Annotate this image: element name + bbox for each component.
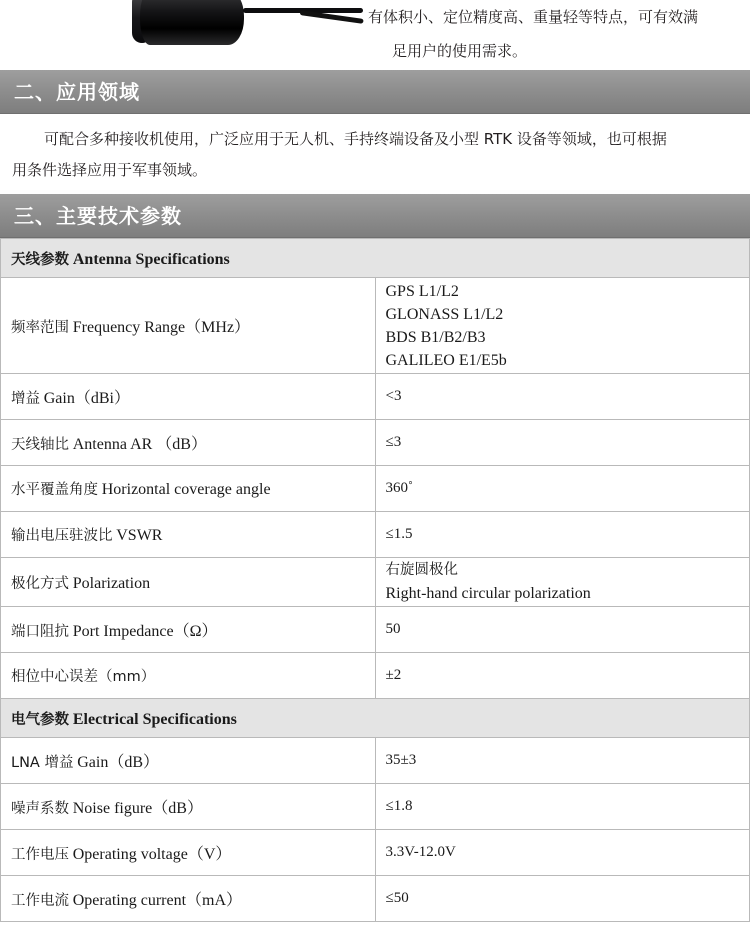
row-label-cn: 水平覆盖角度 bbox=[11, 482, 98, 498]
row-value-line: GALILEO E1/E5b bbox=[385, 351, 507, 369]
row-label-cn: 噪声系数 bbox=[11, 801, 69, 817]
table-row bbox=[1, 876, 750, 922]
intro-line-1: 有体积小、定位精度高、重量轻等特点，可有效满 bbox=[368, 8, 699, 26]
row-label-en: Gain（dB） bbox=[77, 754, 159, 771]
row-value-line: GLONASS L1/L2 bbox=[385, 305, 504, 323]
row-value: <3 bbox=[375, 374, 750, 420]
row-label bbox=[1, 466, 376, 512]
row-label bbox=[1, 558, 376, 607]
row-label-en: Frequency Range（MHz） bbox=[72, 319, 251, 336]
row-label-en: Operating voltage（V） bbox=[72, 846, 232, 863]
group-header-cell bbox=[1, 239, 750, 278]
row-value-line: BDS B1/B2/B3 bbox=[385, 328, 486, 346]
row-label bbox=[1, 784, 376, 830]
table-row bbox=[1, 512, 750, 558]
table-group-header bbox=[1, 699, 750, 738]
row-value: 360˚ bbox=[375, 466, 750, 512]
row-label-en: Port Impedance（Ω） bbox=[72, 623, 218, 640]
row-label-en: Polarization bbox=[72, 574, 151, 592]
row-label-en: VSWR bbox=[116, 527, 163, 544]
table-row bbox=[1, 738, 750, 784]
row-label-cn: 工作电压 bbox=[11, 847, 69, 863]
row-value-line: Right-hand circular polarization bbox=[385, 585, 591, 602]
row-value-line: GPS L1/L2 bbox=[385, 282, 459, 300]
row-label bbox=[1, 374, 376, 420]
table-row bbox=[1, 653, 750, 699]
row-value: 35±3 bbox=[375, 738, 750, 784]
table-row bbox=[1, 784, 750, 830]
row-value bbox=[375, 558, 750, 607]
table-group-header bbox=[1, 239, 750, 278]
row-label-cn: 极化方式 bbox=[11, 575, 69, 592]
table-row bbox=[1, 278, 750, 374]
group-title-en: Antenna Specifications bbox=[72, 250, 230, 268]
row-value: 50 bbox=[375, 607, 750, 653]
table-row bbox=[1, 558, 750, 607]
row-value bbox=[375, 278, 750, 374]
row-label-cn: LNA 增益 bbox=[11, 755, 74, 771]
row-value: 3.3V-12.0V bbox=[375, 830, 750, 876]
row-label bbox=[1, 278, 376, 374]
row-label-cn: 相位中心误差（mm） bbox=[11, 669, 156, 685]
row-value: ±2 bbox=[375, 653, 750, 699]
row-label-cn: 输出电压驻波比 bbox=[11, 528, 113, 544]
group-title-cn: 天线参数 bbox=[11, 251, 69, 268]
application-line-2: 用条件选择应用于军事领域。 bbox=[12, 161, 208, 179]
row-label bbox=[1, 738, 376, 784]
row-label bbox=[1, 830, 376, 876]
intro-line-2: 足用户的使用需求。 bbox=[392, 42, 528, 60]
product-photo bbox=[0, 0, 365, 70]
section-heading-application: 二、应用领域 bbox=[0, 70, 750, 114]
row-label bbox=[1, 653, 376, 699]
row-label bbox=[1, 876, 376, 922]
row-value-line: 右旋圆极化 bbox=[385, 562, 458, 578]
row-label-cn: 增益 bbox=[11, 391, 40, 407]
row-label-en: Noise figure（dB） bbox=[72, 800, 203, 817]
group-title-cn: 电气参数 bbox=[11, 711, 69, 728]
row-label-cn: 天线轴比 bbox=[11, 437, 69, 453]
table-row bbox=[1, 420, 750, 466]
application-paragraph bbox=[0, 114, 750, 194]
row-label-en: Operating current（mA） bbox=[72, 892, 243, 909]
row-value: ≤1.5 bbox=[375, 512, 750, 558]
table-row bbox=[1, 830, 750, 876]
section-heading-specs: 三、主要技术参数 bbox=[0, 194, 750, 238]
row-label bbox=[1, 512, 376, 558]
application-line-1: 可配合多种接收机使用，广泛应用于无人机、手持终端设备及小型 RTK 设备等领域，也可根据 bbox=[44, 130, 667, 148]
intro-text bbox=[366, 0, 750, 70]
table-row bbox=[1, 374, 750, 420]
row-label bbox=[1, 420, 376, 466]
row-label-cn: 工作电流 bbox=[11, 893, 69, 909]
product-photo-section bbox=[0, 0, 750, 70]
row-value: ≤50 bbox=[375, 876, 750, 922]
row-label bbox=[1, 607, 376, 653]
row-value: ≤3 bbox=[375, 420, 750, 466]
row-label-en: Horizontal coverage angle bbox=[101, 481, 271, 498]
row-label-en: Gain（dBi） bbox=[43, 390, 130, 407]
row-label-cn: 频率范围 bbox=[11, 320, 69, 336]
row-label-cn: 端口阻抗 bbox=[11, 624, 69, 640]
row-label-en: Antenna AR （dB） bbox=[72, 436, 207, 453]
row-value: ≤1.8 bbox=[375, 784, 750, 830]
group-title-en: Electrical Specifications bbox=[72, 710, 237, 728]
specifications-table bbox=[0, 238, 750, 922]
table-row bbox=[1, 466, 750, 512]
table-row bbox=[1, 607, 750, 653]
group-header-cell bbox=[1, 699, 750, 738]
antenna-body bbox=[140, 0, 244, 45]
